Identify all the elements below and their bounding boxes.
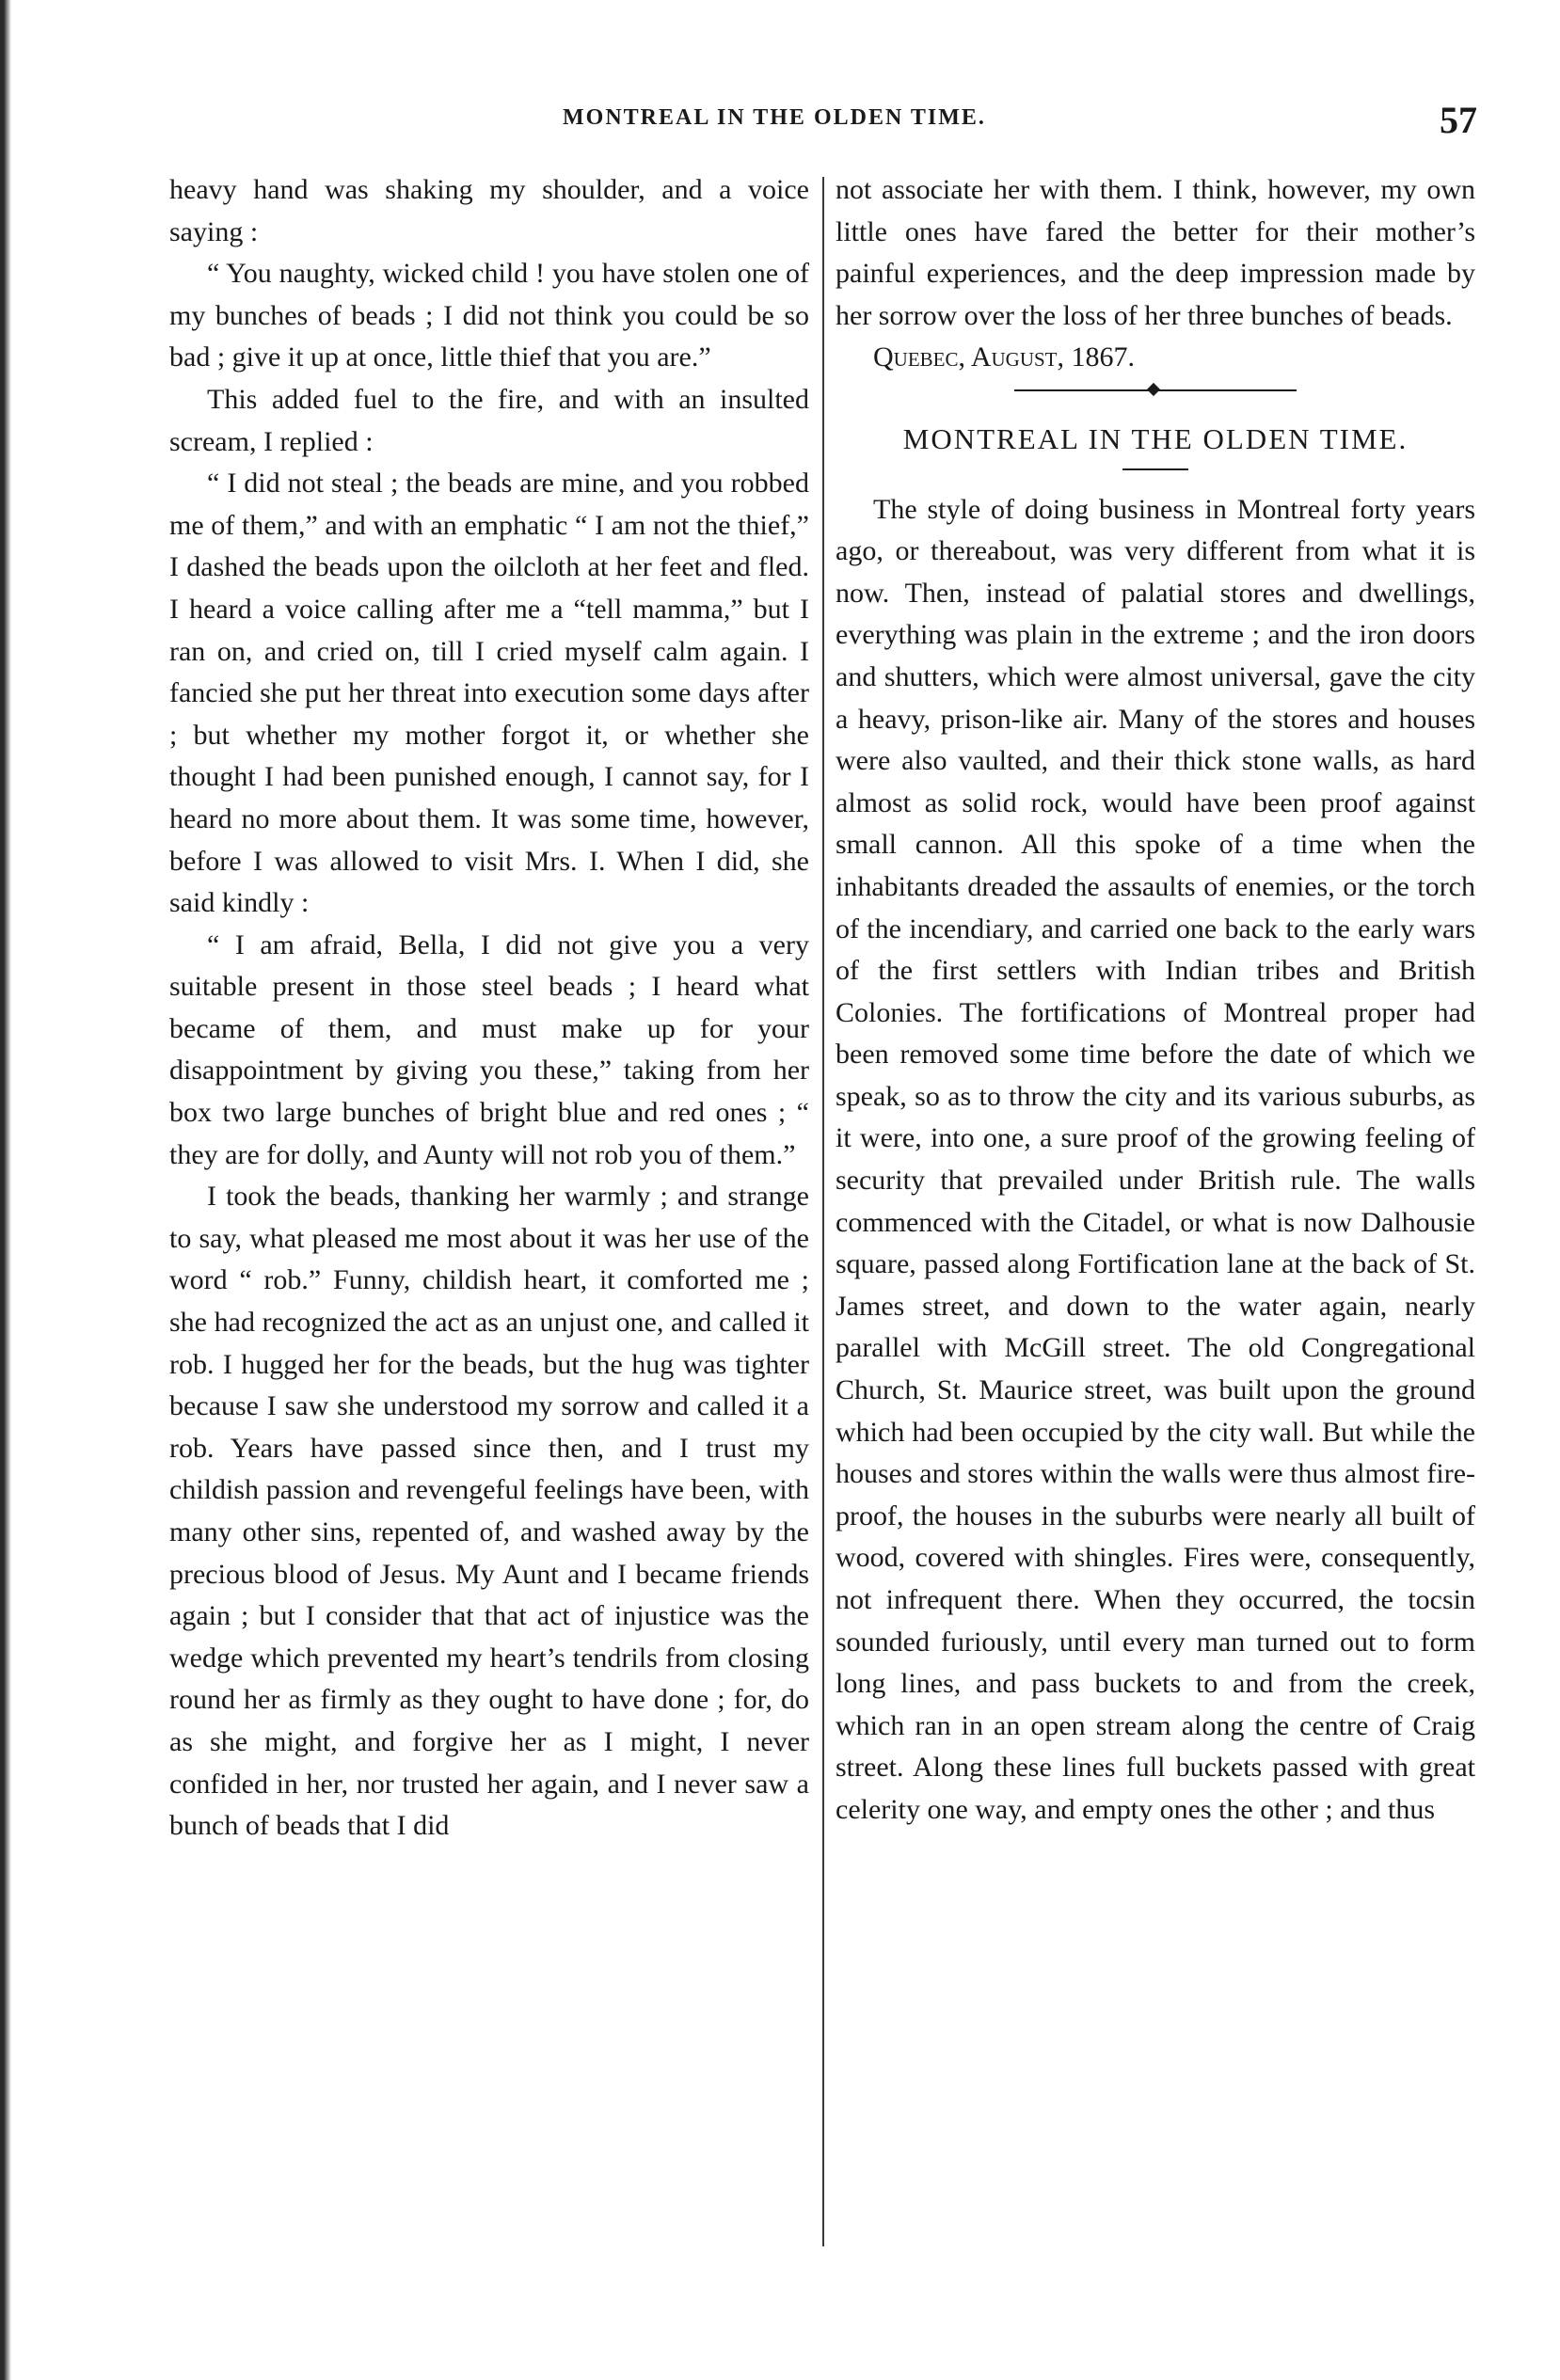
left-paragraph-6: I took the beads, thanking her warmly ; and strange to say, what pleased me most about it was her use of the word “ rob.” Funny, childish heart, it comforted me ; she had recognized the act as an unjust one, and called it rob. I hugged her for the beads, but the hug was tighter because I saw she understood my sorrow and called it a rob. Years have passed since then, and I trust my childish passion and revengeful feelings have been, with many other sins, repented of, and washed away by the precious blood of Jesus. My Aunt and I became friends again ; but I consider that that act of injustice was the wedge which prevented my heart’s tendrils from closing round her as firmly as they ought to have done ; for, do as she might, and forgive her as I might, I never confided in her, nor trusted her again, and I never saw a bunch of beads that I did <box>169 1181 809 1842</box>
dateline-signoff: Quebec, August, 1867. <box>873 341 1136 373</box>
heading-rule <box>1122 468 1188 470</box>
separator-diamond-icon <box>1147 383 1160 396</box>
left-paragraph-2: “ You naughty, wicked child ! you have stolen one of my bunches of beads ; I did not think you could be so bad ; give it up at once, little thief that you are.” <box>169 258 809 373</box>
left-paragraph-5: “ I am afraid, Bella, I did not give you a very suitable present in those steel beads ; I heard what became of them, and must make up for your disappointment by giving you these,” taking from her box two large bunches of bright blue and red ones ; “ they are for dolly, and Aunty will not rob you of them.” <box>169 928 809 1170</box>
page-number: 57 <box>1440 99 1477 141</box>
left-column <box>169 169 809 1848</box>
right-continuation-paragraph: not associate her with them. I think, however, my own little ones have fared the better for their mother’s painful experiences, and the deep impression made by her sorrow over the loss of her three bunches of beads. <box>836 174 1475 331</box>
article-body: The style of doing business in Montreal forty years ago, or thereabout, was very different from what it is now. Then, instead of palatial stores and dwellings, everything was plain in the extreme ; and the iron doors and shutters, which were almost universal, gave the city a heavy, prison-like air. Many of the stores and houses were also vaulted, and their thick stone walls, as hard almost as solid rock, would have been proof against small cannon. All this spoke of a time when the inhabitants dreaded the assaults of enemies, or the torch of the incendiary, and carried one back to the early wars of the first settlers with Indian tribes and British Colonies. The fortifications of Montreal proper had been removed some time before the date of which we speak, so as to throw the city and its various suburbs, as it were, into one, a sure proof of the growing feeling of security that prevailed under British rule. The walls commenced with the Citadel, or what is now Dalhousie square, passed along Fortification lane at the back of St. James street, and down to the water again, nearly parallel with McGill street. The old Congregational Church, St. Maurice street, was built upon the ground which had been occupied by the city wall. But while the houses and stores within the walls were thus almost fire-proof, the houses in the suburbs were nearly all built of wood, covered with shingles. Fires were, consequently, not infrequent there. When they occurred, the tocsin sounded furiously, until every man turned out to form long lines, and pass buckets to and from the creek, which ran in an open stream along the centre of Craig street. Along these lines full buckets passed with great celerity one way, and empty ones the other ; and thus <box>836 493 1475 1825</box>
left-paragraph-3: This added fuel to the fire, and with an insulted scream, I replied : <box>169 383 809 457</box>
column-divider <box>822 177 824 2246</box>
running-head: MONTREAL IN THE OLDEN TIME. <box>563 105 986 130</box>
section-separator-ornament <box>1014 379 1297 402</box>
right-column <box>836 169 1475 1832</box>
left-paragraph-4: “ I did not steal ; the beads are mine, and you robbed me of them,” and with an emphatic “ I am not the thief,” I dashed the beads upon the oilcloth at her feet and fled. I heard a voice calling after me a “tell mamma,” but I ran on, and cried on, till I cried myself calm again. I fancied she put her threat into execution some days after ; but whether my mother forgot it, or whether she thought I had been punished enough, I cannot say, for I heard no more about them. It was some time, however, before I was allowed to visit Mrs. I. When I did, she said kindly : <box>169 468 809 919</box>
left-paragraph-1: heavy hand was shaking my shoulder, and a voice saying : <box>169 174 809 247</box>
page-binding-edge <box>0 0 13 2380</box>
article-heading: MONTREAL IN THE OLDEN TIME. <box>902 421 1409 455</box>
